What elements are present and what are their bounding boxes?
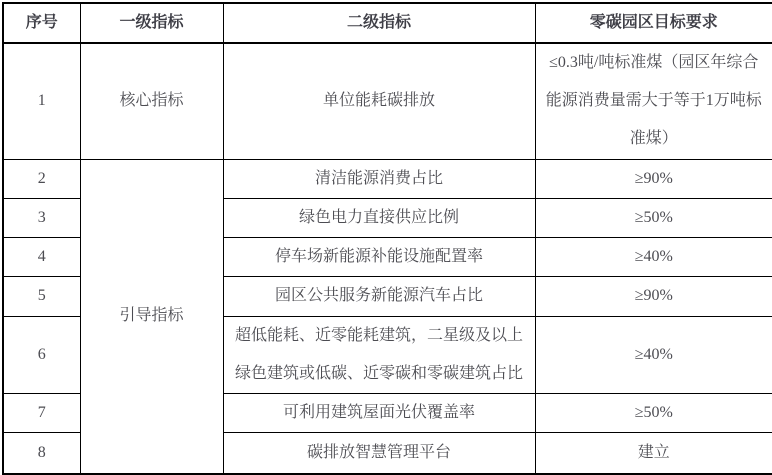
cell-level2-indicator: 园区公共服务新能源汽车占比 (223, 276, 535, 316)
column-header-no: 序号 (3, 3, 80, 43)
cell-no: 3 (3, 198, 80, 237)
cell-no: 4 (3, 237, 80, 276)
cell-no: 1 (3, 43, 80, 159)
column-header-level2-indicator: 二级指标 (223, 3, 535, 43)
cell-target: ≥40% (535, 316, 772, 393)
cell-no: 5 (3, 276, 80, 316)
cell-level1-indicator: 引导指标 (80, 159, 223, 474)
column-header-target: 零碳园区目标要求 (535, 3, 772, 43)
cell-target: 建立 (535, 432, 772, 474)
cell-level2-indicator: 碳排放智慧管理平台 (223, 432, 535, 474)
cell-target: ≥50% (535, 393, 772, 432)
cell-no: 7 (3, 393, 80, 432)
cell-level1-indicator: 核心指标 (80, 43, 223, 159)
cell-target: ≥50% (535, 198, 772, 237)
cell-level2-indicator: 超低能耗、近零能耗建筑，二星级及以上绿色建筑或低碳、近零碳和零碳建筑占比 (223, 316, 535, 393)
table-row (3, 159, 772, 198)
cell-level2-indicator: 绿色电力直接供应比例 (223, 198, 535, 237)
cell-no: 8 (3, 432, 80, 474)
table-header-row (3, 3, 772, 43)
cell-level2-indicator: 可利用建筑屋面光伏覆盖率 (223, 393, 535, 432)
cell-target: ≥40% (535, 237, 772, 276)
column-header-level1-indicator: 一级指标 (80, 3, 223, 43)
cell-target: ≤0.3吨/吨标准煤（园区年综合能源消费量需大于等于1万吨标准煤） (535, 43, 772, 159)
cell-level2-indicator: 单位能耗碳排放 (223, 43, 535, 159)
table-body (3, 43, 772, 474)
cell-level2-indicator: 停车场新能源补能设施配置率 (223, 237, 535, 276)
cell-target: ≥90% (535, 276, 772, 316)
cell-level2-indicator: 清洁能源消费占比 (223, 159, 535, 198)
table-row (3, 43, 772, 159)
cell-no: 2 (3, 159, 80, 198)
cell-target: ≥90% (535, 159, 772, 198)
cell-no: 6 (3, 316, 80, 393)
indicator-table (2, 2, 772, 475)
